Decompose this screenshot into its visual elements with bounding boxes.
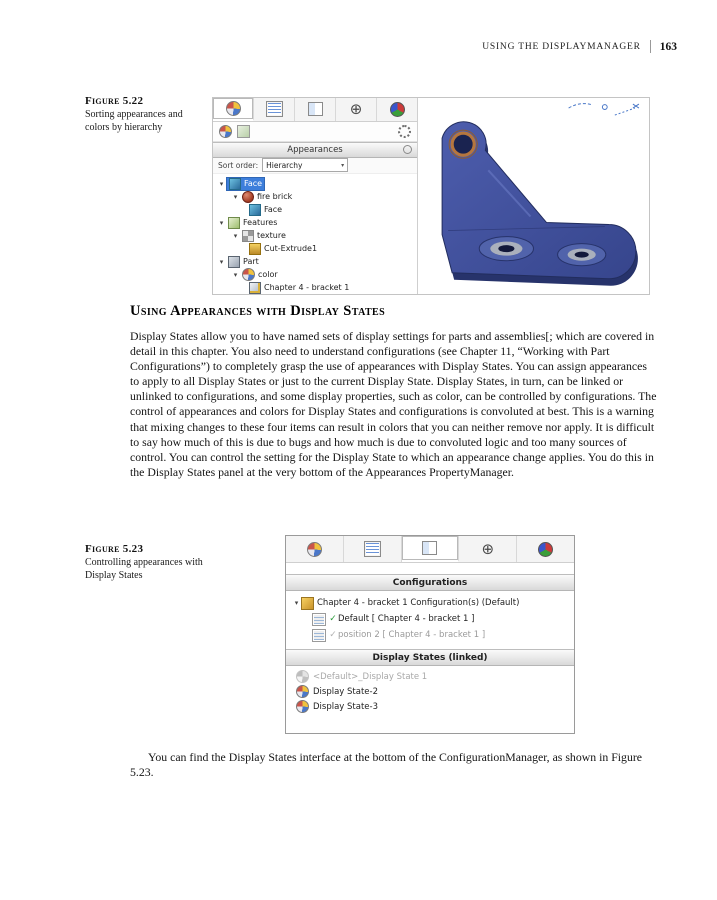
features-icon [228, 217, 240, 229]
tab-hide-show[interactable] [344, 536, 402, 562]
display-state-label: Display State-3 [313, 701, 379, 712]
expand-arrow-icon[interactable]: ▾ [233, 231, 238, 240]
rebuild-icon [312, 629, 326, 642]
configurations-tree [286, 591, 574, 649]
displaymanager-panel [213, 98, 418, 294]
figure-caption-522 [85, 95, 207, 134]
closing-paragraph: You can find the Display States interface at the bottom of the ConfigurationManager, as shown in Figure 5.23. [130, 750, 643, 780]
face-icon [229, 178, 241, 190]
pane-icon [422, 541, 437, 555]
tree-item-texture[interactable] [217, 229, 415, 242]
tree-item-cut-extrude1[interactable] [217, 242, 415, 255]
appearance-sphere-icon [242, 191, 254, 203]
target-icon: ⊕ [481, 539, 495, 558]
display-state-ball-icon [296, 700, 309, 713]
tree-item-label: Chapter 4 - bracket 1 [264, 283, 350, 292]
part-document-icon [249, 282, 261, 294]
configurations-header-label: Configurations [392, 577, 468, 588]
page-number: 163 [659, 40, 677, 53]
refresh-icon[interactable] [403, 145, 412, 154]
tree-item-label: Features [243, 218, 278, 227]
body-paragraph: Display States allow you to have named sets of display settings for parts and assemblies[; which are covered in detail in this chapter. You also need to understand configurations (see Chapter 11, “Working with Part Configurations”) to completely grasp the use of appearances with Display States. You can assign appearances to apply to all Display States or just to the current Display State. Display States, in turn, can be linked or unlinked to configurations, and some display properties, such as color, can be controlled by configurations. The control of appearances and colors for Display States and configurations is convoluted at best. This is a warning that mixing changes to these four items can result in colors that you can neither remove nor apply. It is difficult to say how much of this is due to bugs and how much is due to convoluted logic and too many sources of control. You can control the setting for the Display State to which an appearance change applies. You do this in the Display States panel at the very bottom of the Appearances PropertyManager. [130, 329, 657, 479]
target-icon: ⊕ [349, 99, 363, 118]
display-states-list [286, 666, 574, 733]
configuration-root-label: Chapter 4 - bracket 1 Configuration(s) (Default) [317, 598, 520, 608]
tree-item-part[interactable] [217, 255, 415, 268]
configuration-row-position2[interactable] [286, 627, 574, 643]
screenshot-displaymanager-appearances [212, 97, 650, 295]
pane-icon [308, 102, 323, 116]
color-ball-icon [242, 268, 255, 281]
tree-item-label: fire brick [257, 192, 293, 201]
expand-arrow-icon[interactable]: ▾ [219, 257, 224, 266]
tree-item-color[interactable] [217, 268, 415, 281]
tab-display-pane[interactable] [295, 98, 336, 121]
sketch-marks-icon [569, 104, 639, 116]
display-state-row-2[interactable] [286, 684, 574, 699]
list-icon [266, 101, 283, 117]
expand-arrow-icon[interactable]: ▾ [233, 270, 238, 279]
sort-order-row [213, 158, 417, 174]
tree-item-label: Cut-Extrude1 [264, 244, 318, 253]
appearances-tree [213, 174, 417, 294]
figure-label: Figure 5.22 [85, 95, 144, 107]
tree-item-fire-brick[interactable] [217, 190, 415, 203]
render-sphere-icon [390, 102, 405, 117]
tab-hide-show[interactable] [254, 98, 295, 121]
appearance-ball-icon [226, 101, 241, 116]
tab-scene-lights[interactable] [336, 98, 377, 121]
running-head: USING THE DISPLAYMANAGER [482, 41, 641, 52]
face-icon [249, 204, 261, 216]
configuration-label: Default [ Chapter 4 - bracket 1 ] [338, 614, 475, 624]
tree-item-label: color [258, 270, 278, 279]
page-header [482, 40, 677, 53]
appearances-toolbar [213, 122, 417, 142]
display-state-label: <Default>_Display State 1 [313, 671, 428, 682]
check-icon: ✓ [329, 614, 337, 624]
panel-spacer [286, 563, 574, 574]
chevron-down-icon: ▾ [341, 161, 345, 169]
figure-label: Figure 5.23 [85, 543, 144, 555]
expand-arrow-icon[interactable]: ▾ [233, 192, 238, 201]
configuration-row-default[interactable] [286, 611, 574, 627]
tree-item-label: texture [257, 231, 286, 240]
tree-item-label: Face [244, 179, 263, 188]
displaymanager-tab-bar [213, 98, 417, 122]
appearances-header [213, 142, 417, 158]
list-icon [364, 541, 381, 557]
appearance-box-icon[interactable] [237, 125, 250, 138]
texture-icon [242, 230, 254, 242]
screenshot-configurationmanager [285, 535, 575, 734]
display-states-header-label: Display States (linked) [372, 652, 488, 663]
configuration-label: position 2 [ Chapter 4 - bracket 1 ] [338, 630, 486, 640]
tab-render[interactable] [377, 98, 417, 121]
tree-item-label: Part [243, 257, 259, 266]
cut-extrude-icon [249, 243, 261, 255]
sort-order-value: Hierarchy [266, 160, 303, 170]
section-heading: Using Appearances with Display States [130, 303, 386, 319]
tree-item-features[interactable] [217, 216, 415, 229]
expand-arrow-icon[interactable]: ▾ [219, 179, 224, 188]
appearance-filter-ball-icon[interactable] [219, 125, 232, 138]
display-states-header [286, 649, 574, 666]
figure-caption-text: Sorting appearances and colors by hierarchy [85, 109, 183, 134]
appearance-ball-icon [307, 542, 322, 557]
display-state-row-default[interactable] [286, 669, 574, 684]
tree-item-face-selected[interactable] [217, 177, 415, 190]
tab-appearances[interactable] [213, 98, 254, 121]
tab-render[interactable] [517, 536, 574, 562]
expand-arrow-icon[interactable]: ▾ [219, 218, 224, 227]
figure-caption-523 [85, 543, 207, 582]
display-state-ball-icon [296, 670, 309, 683]
rebuild-icon [312, 613, 326, 626]
configurations-header [286, 574, 574, 591]
figure-caption-text: Controlling appearances with Display States [85, 557, 203, 582]
part-icon [228, 256, 240, 268]
header-divider [650, 40, 651, 53]
configuration-root-row[interactable] [286, 595, 574, 611]
graphics-area[interactable] [418, 98, 649, 294]
gear-icon[interactable] [398, 125, 411, 138]
tree-item-face-child[interactable] [217, 203, 415, 216]
display-state-label: Display State-2 [313, 686, 379, 697]
tree-item-label: Face [264, 205, 283, 214]
tab-configurations[interactable] [402, 536, 460, 562]
sort-order-dropdown[interactable] [262, 158, 348, 172]
bracket-part-render [418, 98, 649, 293]
render-sphere-icon [538, 542, 553, 557]
appearances-header-label: Appearances [287, 144, 343, 155]
sort-order-label: Sort order: [218, 160, 259, 170]
check-icon: ✓ [329, 630, 337, 640]
configuration-icon [301, 597, 314, 610]
display-state-ball-icon [296, 685, 309, 698]
tab-scene-lights[interactable] [459, 536, 517, 562]
configurationmanager-tab-bar [286, 536, 574, 563]
display-state-row-3[interactable] [286, 699, 574, 714]
expand-arrow-icon[interactable]: ▾ [294, 599, 299, 607]
tab-appearances[interactable] [286, 536, 344, 562]
tree-item-bracket-part[interactable] [217, 281, 415, 294]
